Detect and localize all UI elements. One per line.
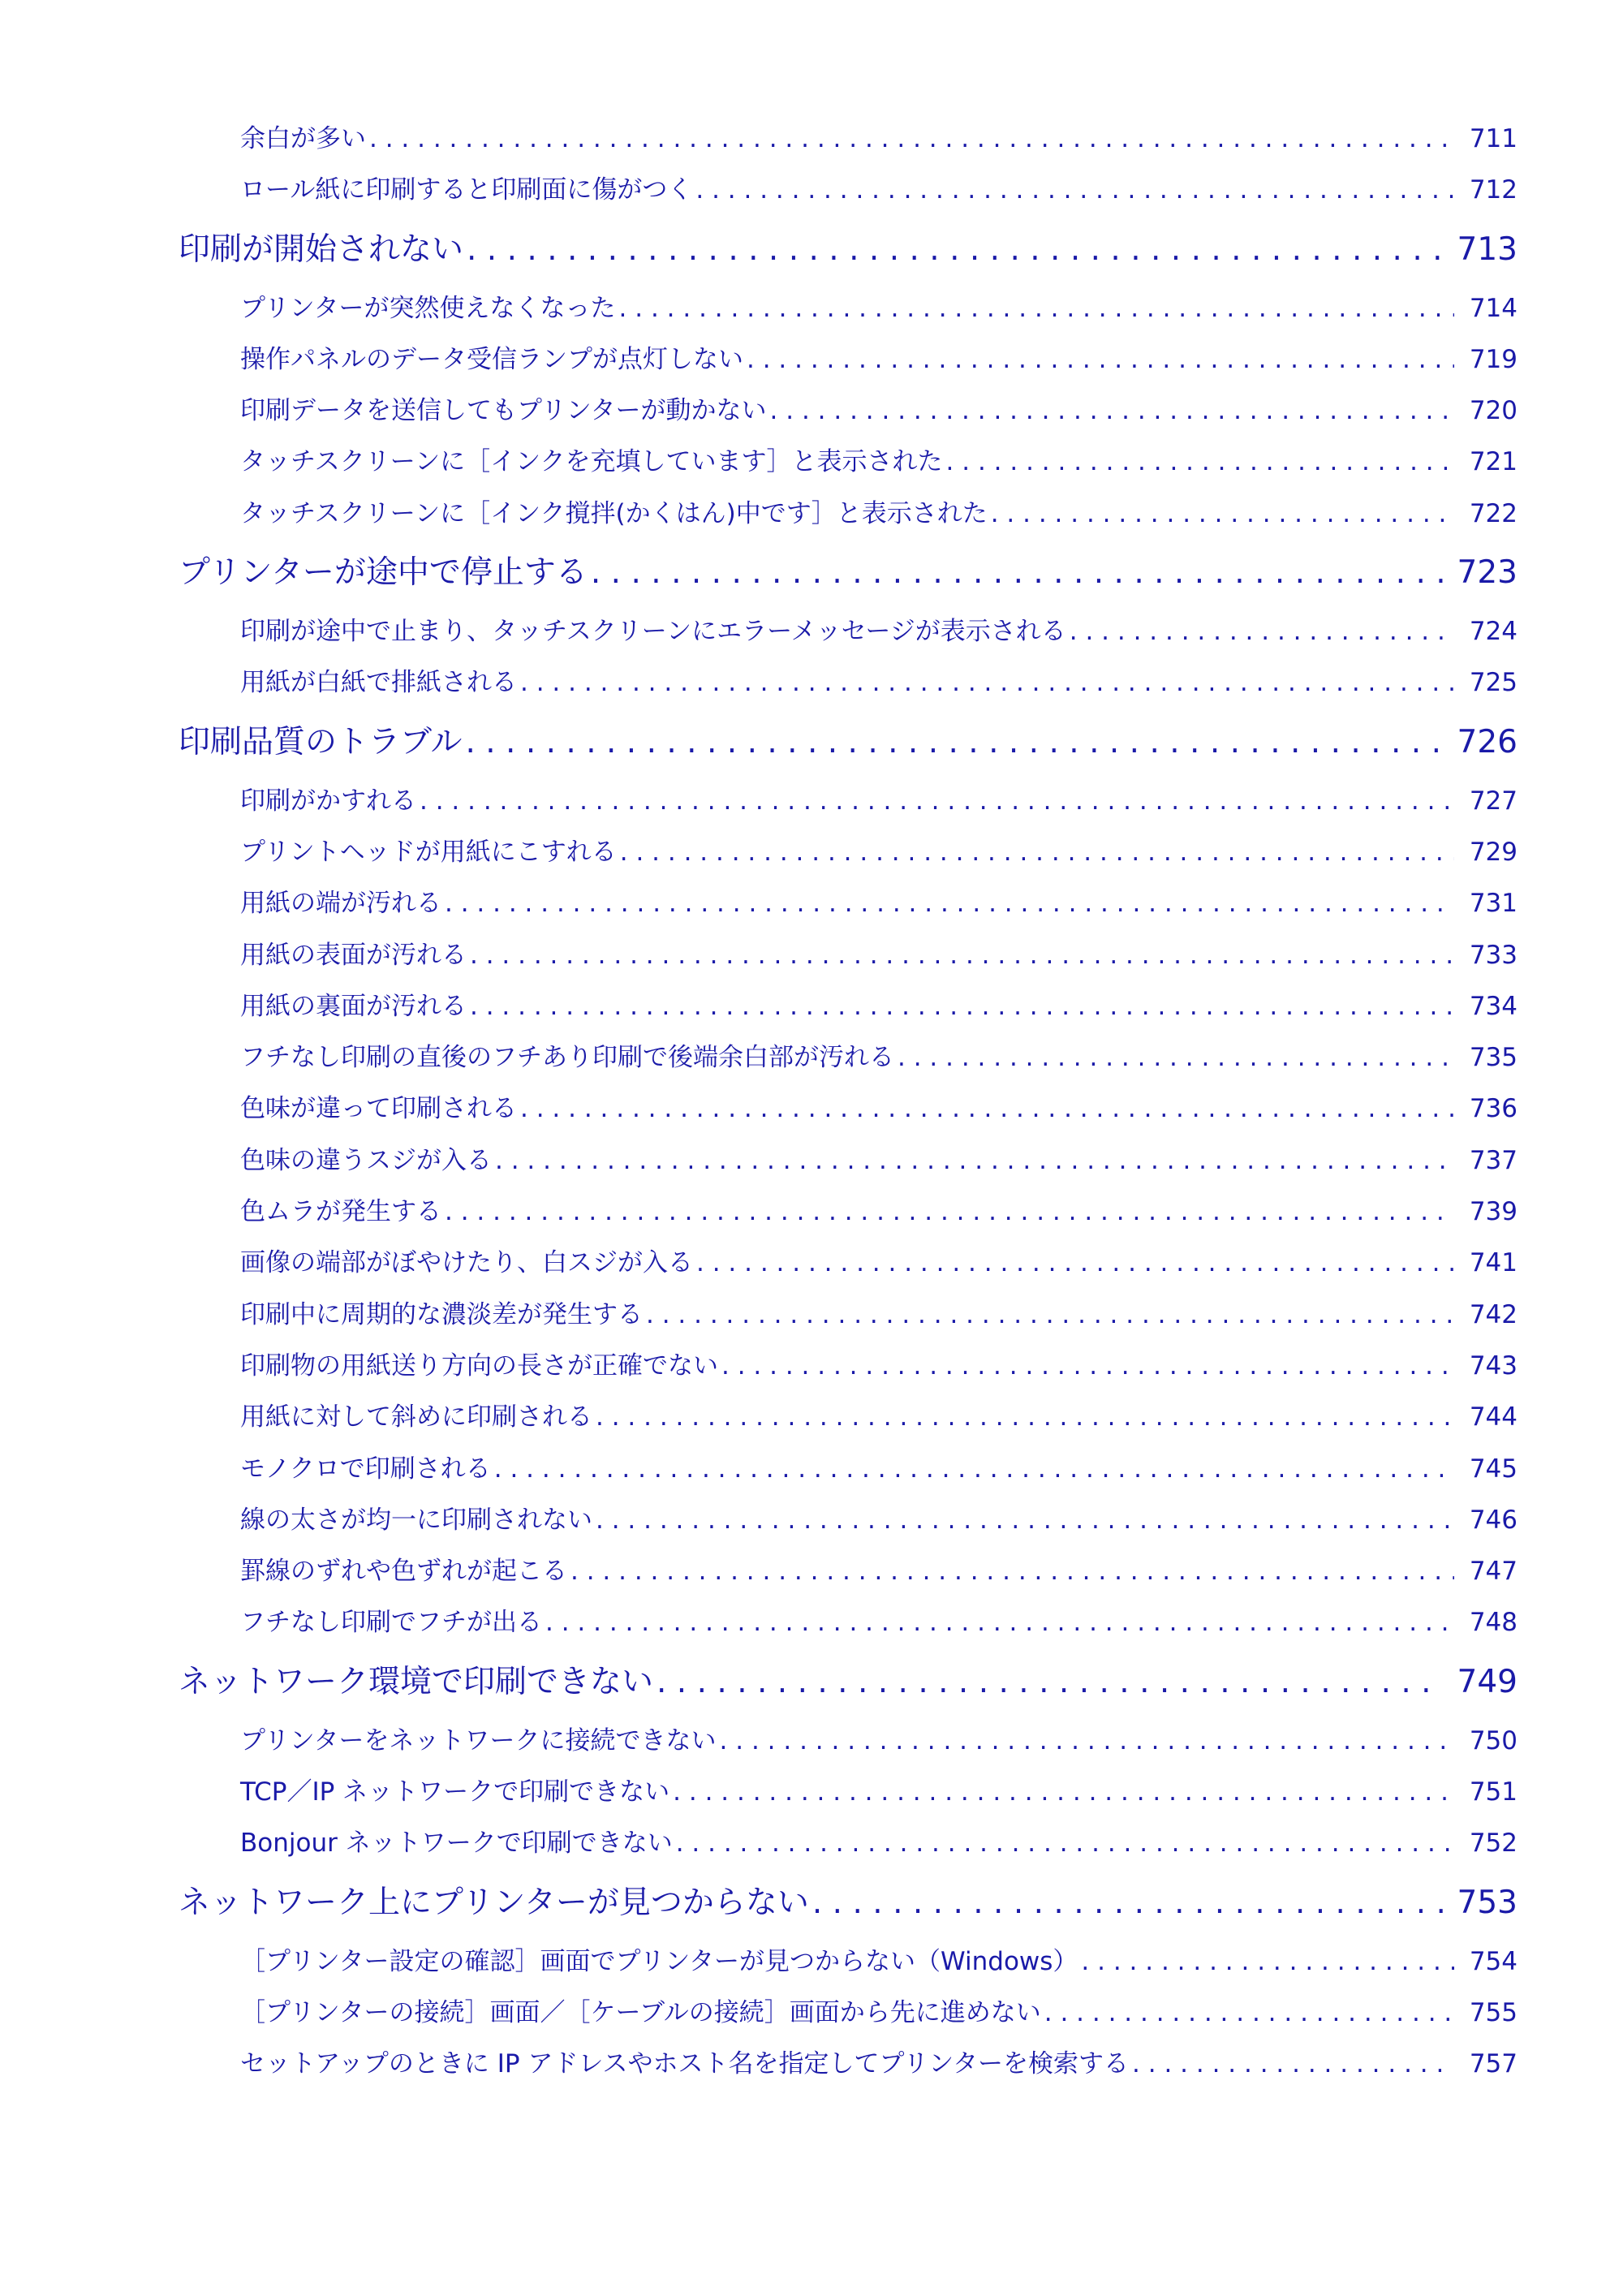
toc-entry-label: TCP／IP ネットワークで印刷できない — [240, 1777, 670, 1807]
toc-entry[interactable] — [179, 1290, 1518, 1341]
dot-leader — [495, 1135, 1454, 1187]
dot-leader — [673, 1767, 1454, 1818]
dot-leader — [898, 1032, 1454, 1083]
toc-section-heading[interactable] — [179, 540, 1518, 606]
toc-entry-label: ［プリンターの接続］画面／［ケーブルの接続］画面から先に進めない — [240, 1997, 1041, 2027]
toc-entry-page: 724 — [1469, 617, 1518, 647]
toc-entry[interactable] — [179, 386, 1518, 437]
dot-leader — [369, 114, 1454, 165]
toc-entry-page: 742 — [1469, 1299, 1518, 1329]
toc-entry-page: 755 — [1469, 1997, 1518, 2027]
dot-leader — [494, 1444, 1454, 1495]
toc-entry[interactable] — [179, 1495, 1518, 1546]
toc-entry-page: 741 — [1469, 1248, 1518, 1278]
dot-leader — [470, 930, 1454, 981]
toc-entry[interactable] — [179, 827, 1518, 878]
dot-leader — [596, 1392, 1454, 1443]
toc-entry-label: 用紙の裏面が汚れる — [240, 991, 467, 1021]
toc-entry-label: 印刷中に周期的な濃淡差が発生する — [240, 1299, 643, 1329]
toc-entry[interactable] — [179, 114, 1518, 165]
toc-section-heading[interactable] — [179, 217, 1518, 283]
toc-entry-label: 印刷がかすれる — [240, 786, 416, 816]
toc-entry[interactable] — [179, 1187, 1518, 1238]
dot-leader — [1070, 606, 1454, 657]
toc-entry-page: 725 — [1469, 668, 1518, 698]
toc-entry[interactable] — [179, 165, 1518, 216]
toc-entry[interactable] — [179, 657, 1518, 709]
toc-entry-label: 用紙の端が汚れる — [240, 889, 441, 919]
toc-section-page: 726 — [1457, 723, 1518, 760]
dot-leader — [445, 878, 1454, 929]
toc-entry-page: 720 — [1469, 396, 1518, 426]
toc-entry-page: 719 — [1469, 344, 1518, 374]
toc-entry-page: 736 — [1469, 1094, 1518, 1124]
dot-leader — [470, 981, 1454, 1032]
dot-leader — [520, 657, 1454, 709]
dot-leader — [1044, 1988, 1454, 2039]
toc-entry-page: 747 — [1469, 1557, 1518, 1587]
toc-entry-page: 748 — [1469, 1608, 1518, 1638]
toc-section-title: 印刷品質のトラブル — [179, 723, 463, 760]
dot-leader — [695, 165, 1454, 216]
toc-entry-page: 714 — [1469, 293, 1518, 323]
toc-entry-label: フチなし印刷の直後のフチあり印刷で後端余白部が汚れる — [240, 1043, 894, 1073]
toc-entry-label: Bonjour ネットワークで印刷できない — [240, 1829, 673, 1859]
dot-leader — [596, 1495, 1454, 1546]
toc-entry-page: 739 — [1469, 1197, 1518, 1227]
toc-entry-page: 735 — [1469, 1043, 1518, 1073]
toc-entry-page: 745 — [1469, 1454, 1518, 1484]
dot-leader — [676, 1818, 1454, 1869]
toc-entry-label: 操作パネルのデータ受信ランプが点灯しない — [240, 344, 743, 374]
toc-entry[interactable] — [179, 1392, 1518, 1443]
toc-entry[interactable] — [179, 334, 1518, 386]
dot-leader — [467, 217, 1443, 283]
dot-leader — [721, 1341, 1454, 1392]
toc-entry-label: フチなし印刷でフチが出る — [240, 1608, 542, 1638]
toc-entry-label: 余白が多い — [240, 124, 366, 153]
toc-entry-page: 752 — [1469, 1829, 1518, 1859]
toc-entry-page: 727 — [1469, 786, 1518, 816]
toc-entry[interactable] — [179, 1546, 1518, 1597]
dot-leader — [445, 1187, 1454, 1238]
toc-entry-label: プリントヘッドが用紙にこすれる — [240, 837, 617, 867]
dot-leader — [420, 776, 1454, 827]
toc-entry-page: 754 — [1469, 1946, 1518, 1976]
toc-entry-page: 750 — [1469, 1725, 1518, 1755]
toc-section-title: プリンターが途中で停止する — [179, 554, 588, 592]
toc-entry[interactable] — [179, 489, 1518, 540]
toc-entry[interactable] — [179, 776, 1518, 827]
toc-section-heading[interactable] — [179, 1649, 1518, 1716]
toc-entry-label: モノクロで印刷される — [240, 1454, 491, 1484]
toc-entry-label: 線の太さが均一に印刷されない — [240, 1505, 592, 1535]
toc-section-heading[interactable] — [179, 1870, 1518, 1936]
toc-entry-page: 722 — [1469, 498, 1518, 528]
dot-leader — [747, 334, 1454, 386]
toc-entry[interactable] — [179, 1083, 1518, 1135]
dot-leader — [620, 827, 1454, 878]
toc-entry-label: タッチスクリーンに［インク撹拌(かくはん)中です］と表示された — [240, 498, 988, 528]
dot-leader — [720, 1716, 1454, 1767]
toc-entry[interactable] — [179, 2039, 1518, 2090]
toc-entry-page: 743 — [1469, 1350, 1518, 1381]
toc-entry-label: 罫線のずれや色ずれが起こる — [240, 1557, 567, 1587]
toc-section-heading[interactable] — [179, 709, 1518, 776]
dot-leader — [646, 1290, 1454, 1341]
toc-entry[interactable] — [179, 1988, 1518, 2039]
table-of-contents — [179, 114, 1518, 2091]
toc-entry-page: 744 — [1469, 1402, 1518, 1432]
toc-section-page: 753 — [1457, 1884, 1518, 1921]
toc-entry-page: 751 — [1469, 1777, 1518, 1807]
toc-entry[interactable] — [179, 606, 1518, 657]
toc-entry-page: 711 — [1469, 124, 1518, 153]
toc-entry[interactable] — [179, 1597, 1518, 1648]
toc-entry-page: 737 — [1469, 1145, 1518, 1175]
toc-entry-page: 729 — [1469, 837, 1518, 867]
toc-entry-label: 印刷が途中で止まり、タッチスクリーンにエラーメッセージが表示される — [240, 617, 1066, 647]
toc-entry-label: タッチスクリーンに［インクを充填しています］と表示された — [240, 447, 943, 477]
toc-entry-label: 用紙が白紙で排紙される — [240, 668, 517, 698]
toc-section-title: ネットワーク上にプリンターが見つからない — [179, 1884, 809, 1921]
dot-leader — [591, 540, 1443, 606]
dot-leader — [1132, 2039, 1454, 2090]
toc-section-page: 723 — [1457, 554, 1518, 592]
dot-leader — [545, 1597, 1454, 1648]
toc-entry-label: 色味が違って印刷される — [240, 1094, 517, 1124]
toc-entry-label: セットアップのときに IP アドレスやホスト名を指定してプリンターを検索する — [240, 2049, 1130, 2079]
dot-leader — [657, 1649, 1443, 1716]
dot-leader — [696, 1238, 1454, 1289]
toc-entry-page: 757 — [1469, 2049, 1518, 2079]
dot-leader — [946, 437, 1454, 488]
toc-entry[interactable] — [179, 1767, 1518, 1818]
dot-leader — [991, 489, 1454, 540]
dot-leader — [812, 1870, 1443, 1936]
toc-entry-label: プリンターをネットワークに接続できない — [240, 1725, 717, 1755]
toc-section-title: ネットワーク環境で印刷できない — [179, 1663, 654, 1700]
toc-entry[interactable] — [179, 437, 1518, 488]
toc-entry-label: プリンターが突然使えなくなった — [240, 293, 616, 323]
dot-leader — [465, 709, 1443, 776]
toc-entry-page: 731 — [1469, 889, 1518, 919]
toc-entry-page: 734 — [1469, 991, 1518, 1021]
toc-entry-label: ［プリンター設定の確認］画面でプリンターが見つからない（Windows） — [240, 1946, 1078, 1976]
dot-leader — [1081, 1936, 1454, 1988]
toc-entry[interactable] — [179, 1032, 1518, 1083]
toc-entry[interactable] — [179, 981, 1518, 1032]
toc-entry[interactable] — [179, 878, 1518, 929]
toc-entry-label: 色味の違うスジが入る — [240, 1145, 492, 1175]
toc-entry[interactable] — [179, 1341, 1518, 1392]
toc-entry[interactable] — [179, 930, 1518, 981]
toc-section-page: 713 — [1457, 230, 1518, 268]
toc-entry-label: ロール紙に印刷すると印刷面に傷がつく — [240, 175, 693, 205]
toc-entry-label: 画像の端部がぼやけたり、白スジが入る — [240, 1248, 693, 1278]
toc-entry[interactable] — [179, 1818, 1518, 1869]
dot-leader — [570, 1546, 1454, 1597]
toc-entry[interactable] — [179, 1444, 1518, 1495]
dot-leader — [770, 386, 1454, 437]
toc-entry[interactable] — [179, 283, 1518, 334]
toc-entry-label: 印刷データを送信してもプリンターが動かない — [240, 396, 767, 426]
toc-entry[interactable] — [179, 1238, 1518, 1289]
toc-section-title: 印刷が開始されない — [179, 230, 464, 268]
toc-entry[interactable] — [179, 1936, 1518, 1988]
toc-entry[interactable] — [179, 1135, 1518, 1187]
dot-leader — [520, 1083, 1454, 1135]
dot-leader — [619, 283, 1454, 334]
toc-entry-label: 印刷物の用紙送り方向の長さが正確でない — [240, 1350, 718, 1381]
toc-section-page: 749 — [1457, 1663, 1518, 1700]
toc-entry-page: 733 — [1469, 940, 1518, 970]
toc-entry-label: 色ムラが発生する — [240, 1197, 441, 1227]
toc-entry-label: 用紙に対して斜めに印刷される — [240, 1402, 592, 1432]
toc-entry-label: 用紙の表面が汚れる — [240, 940, 467, 970]
toc-entry-page: 721 — [1469, 447, 1518, 477]
toc-entry-page: 746 — [1469, 1505, 1518, 1535]
toc-entry-page: 712 — [1469, 175, 1518, 205]
toc-entry[interactable] — [179, 1716, 1518, 1767]
